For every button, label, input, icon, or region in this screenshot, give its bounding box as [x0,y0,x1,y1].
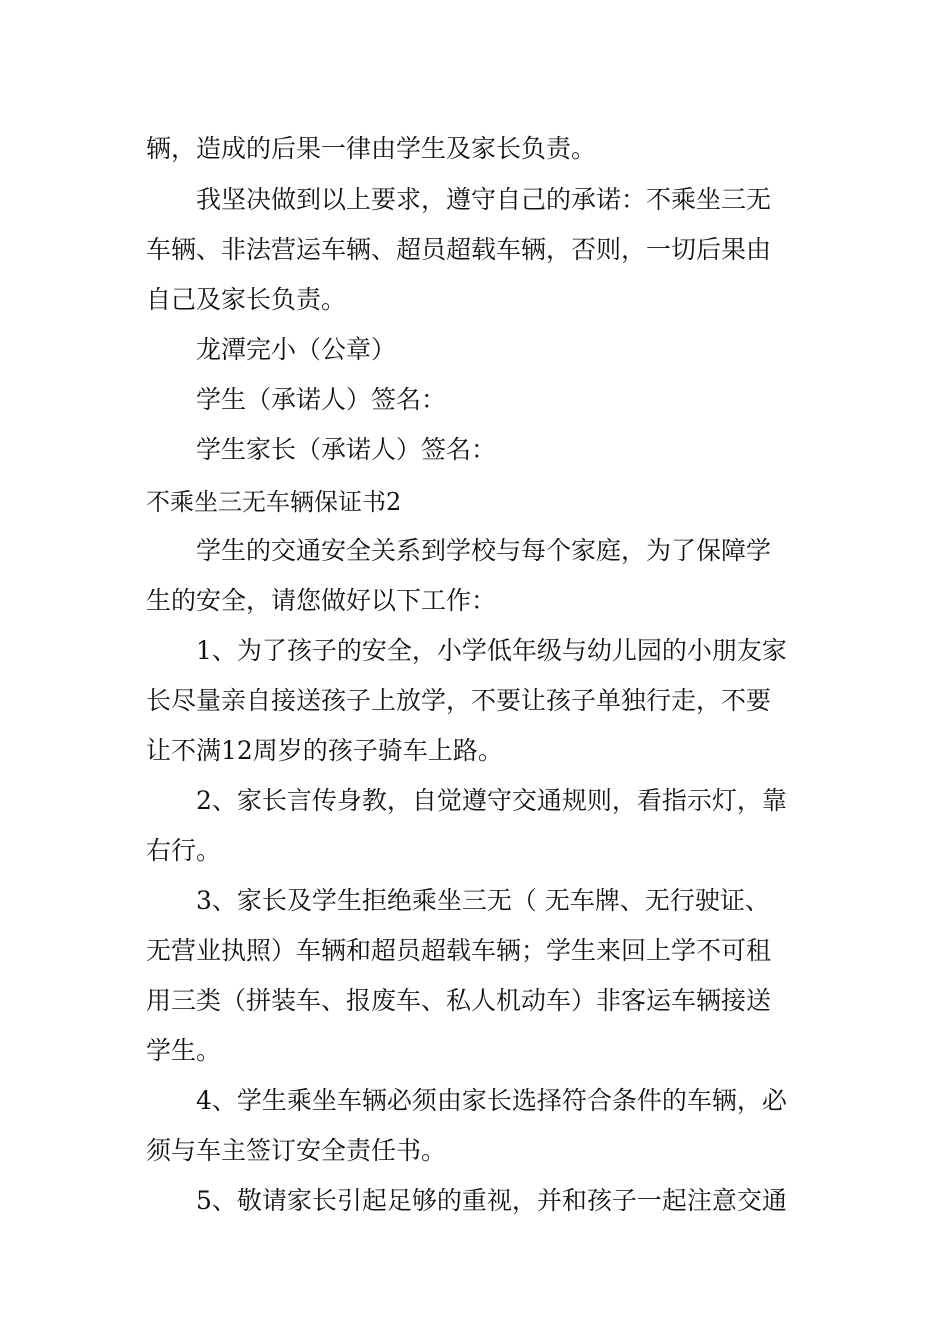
list-item-4-line: 须与车主签订安全责任书。 [146,1136,447,1165]
list-item-3-line: 无营业执照）车辆和超员超载车辆；学生来回上学不可租 [146,936,772,965]
paragraph-line: 自己及家长负责。 [146,285,347,314]
list-item-2-line: 右行。 [146,836,222,865]
student-signature-line: 学生（承诺人）签名： [196,385,447,414]
list-item-3-line: 用三类（拼装车、报废车、私人机动车）非客运车辆接送 [146,986,772,1015]
section-title: 不乘坐三无车辆保证书2 [146,488,402,516]
list-item-3-line: 3、家长及学生拒绝乘坐三无（ 无车牌、无行驶证、 [196,886,770,915]
paragraph-line: 我坚决做到以上要求，遵守自己的承诺：不乘坐三无 [196,185,772,214]
paragraph-line: 车辆、非法营运车辆、超员超载车辆，否则，一切后果由 [146,235,772,264]
list-item-1-line: 1、为了孩子的安全，小学低年级与幼儿园的小朋友家 [196,636,787,665]
paragraph-line: 辆，造成的后果一律由学生及家长负责。 [146,134,597,163]
list-item-3-line: 学生。 [146,1036,222,1065]
list-item-2-line: 2、家长言传身教，自觉遵守交通规则，看指示灯，靠 [196,786,787,815]
list-item-5-line: 5、敬请家长引起足够的重视，并和孩子一起注意交通 [196,1186,787,1215]
paragraph-line: 学生的交通安全关系到学校与每个家庭，为了保障学 [196,536,772,565]
parent-signature-line: 学生家长（承诺人）签名： [196,435,497,464]
list-item-4-line: 4、学生乘坐车辆必须由家长选择符合条件的车辆，必 [196,1086,787,1115]
list-item-1-line: 让不满12周岁的孩子骑车上路。 [146,736,503,765]
list-item-1-line: 长尽量亲自接送孩子上放学，不要让孩子单独行走，不要 [146,686,772,715]
school-seal-line: 龙潭完小（公章） [196,335,397,364]
paragraph-line: 生的安全，请您做好以下工作： [146,586,497,615]
